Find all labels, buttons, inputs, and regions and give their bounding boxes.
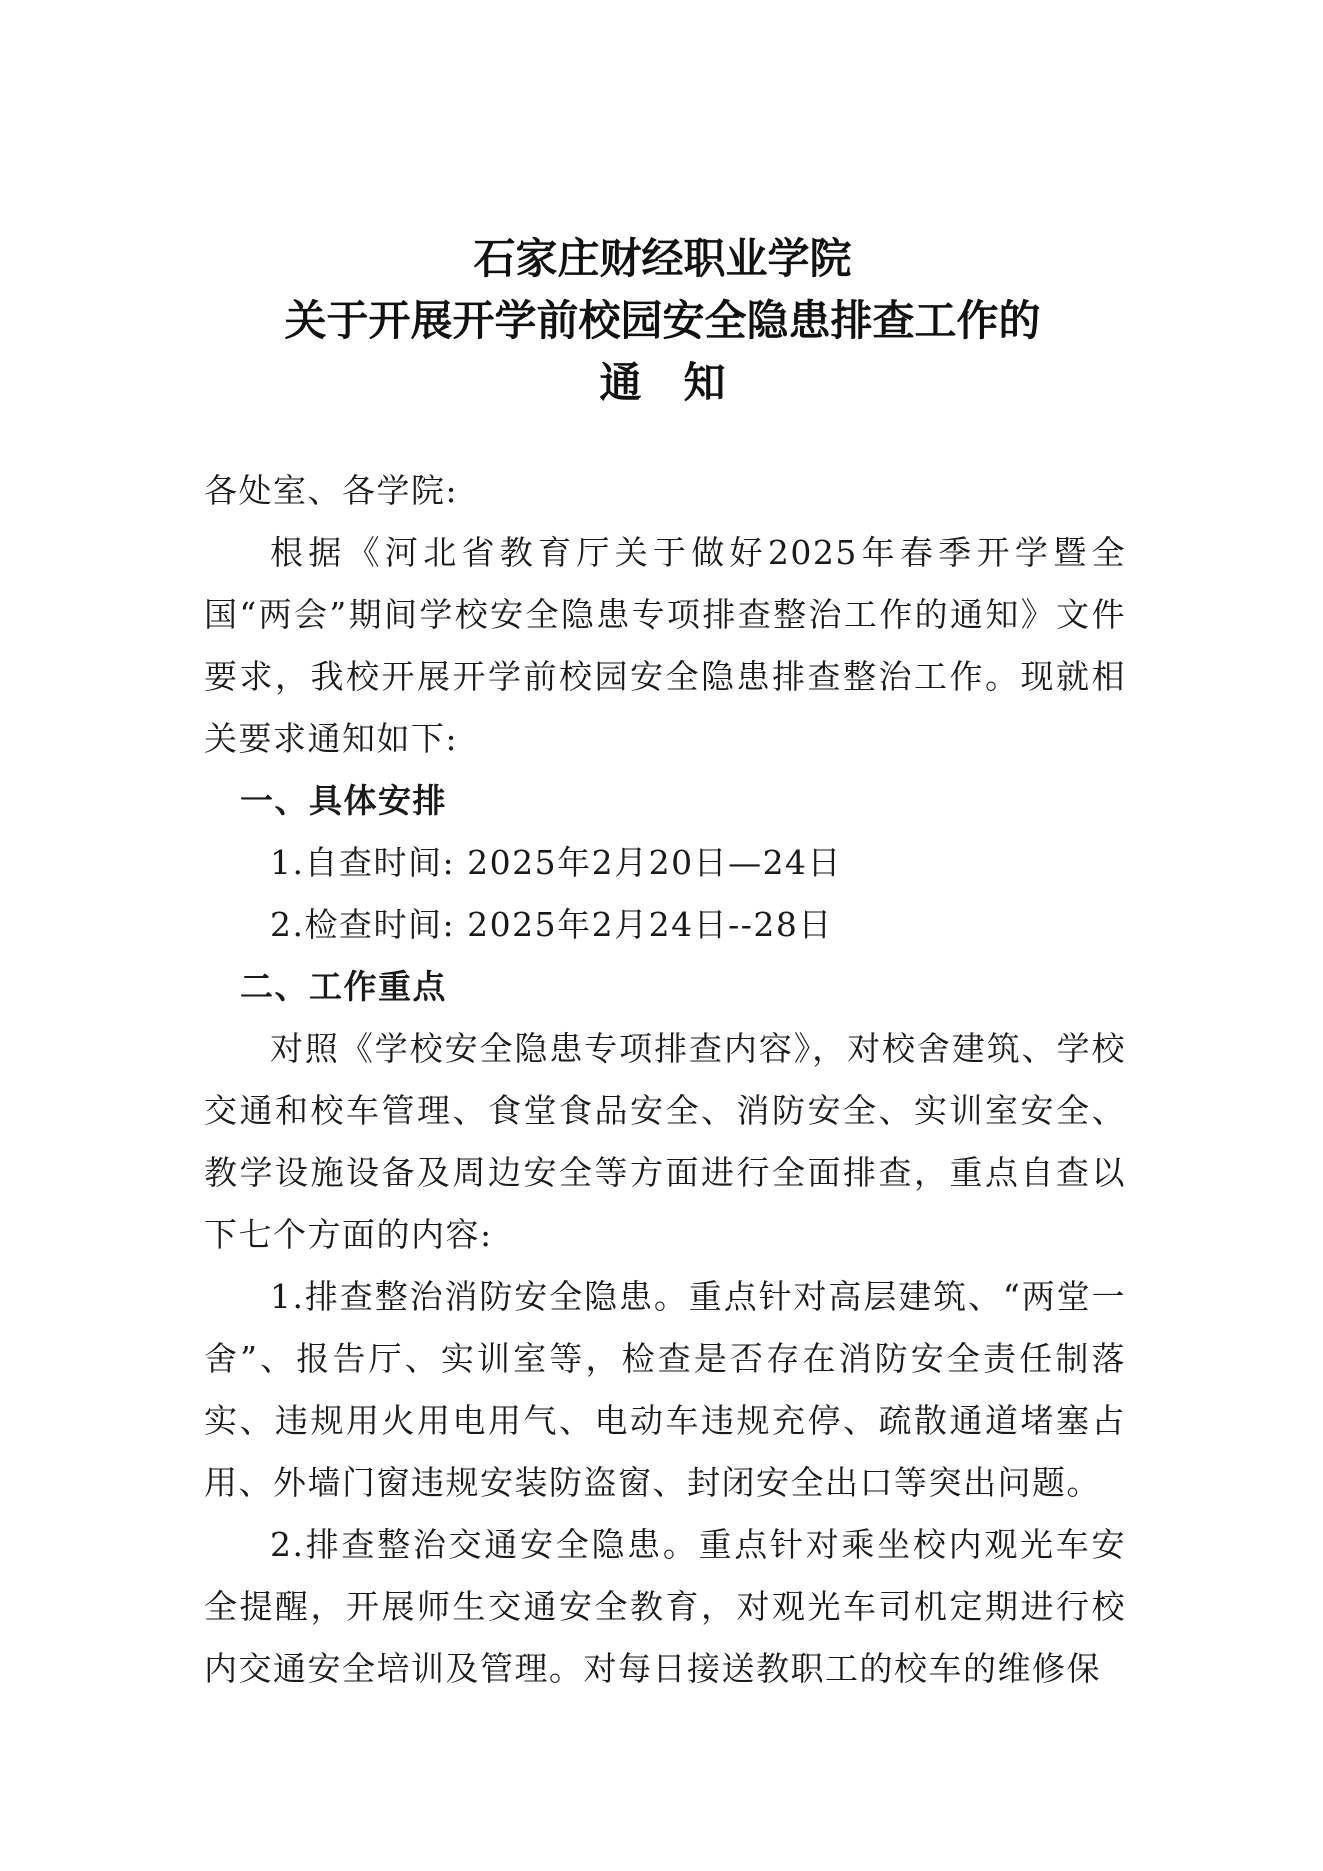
intro-paragraph: 根据《河北省教育厅关于做好2025年春季开学暨全国“两会”期间学校安全隐患专项排查整治工作的通知》文件要求，我校开展开学前校园安全隐患排查整治工作。现就相关要求通知如下: [204,533,1126,758]
document-body [204,460,1126,1700]
title-line-1: 石家庄财经职业学院 [473,234,852,283]
schedule-item-inspection: 2.检查时间: 2025年2月24日--28日 [270,905,833,944]
title-line-3: 通 知 [599,358,726,407]
document-title [200,228,1125,414]
schedule-item-self-check: 1.自查时间: 2025年2月20日—24日 [270,843,843,882]
salutation: 各处室、各学院: [204,471,459,510]
section-heading-1: 一、具体安排 [240,781,447,820]
focus-intro-paragraph: 对照《学校安全隐患专项排查内容》，对校舍建筑、学校交通和校车管理、食堂食品安全、消防安全、实训室安全、教学设施设备及周边安全等方面进行全面排查，重点自查以下七个方面的内容: [204,1029,1126,1254]
focus-item-fire-safety: 1.排查整治消防安全隐患。重点针对高层建筑、“两堂一舍”、报告厅、实训室等，检查是否存在消防安全责任制落实、违规用火用电用气、电动车违规充停、疏散通道堵塞占用、外墙门窗违规安装防盗窗、封闭安全出口等突出问题。 [204,1277,1126,1502]
focus-item-traffic-safety: 2.排查整治交通安全隐患。重点针对乘坐校内观光车安全提醒，开展师生交通安全教育，对观光车司机定期进行校内交通安全培训及管理。对每日接送教职工的校车的维修保 [204,1525,1126,1688]
title-line-2: 关于开展开学前校园安全隐患排查工作的 [284,296,1041,345]
section-heading-2: 二、工作重点 [240,967,447,1006]
